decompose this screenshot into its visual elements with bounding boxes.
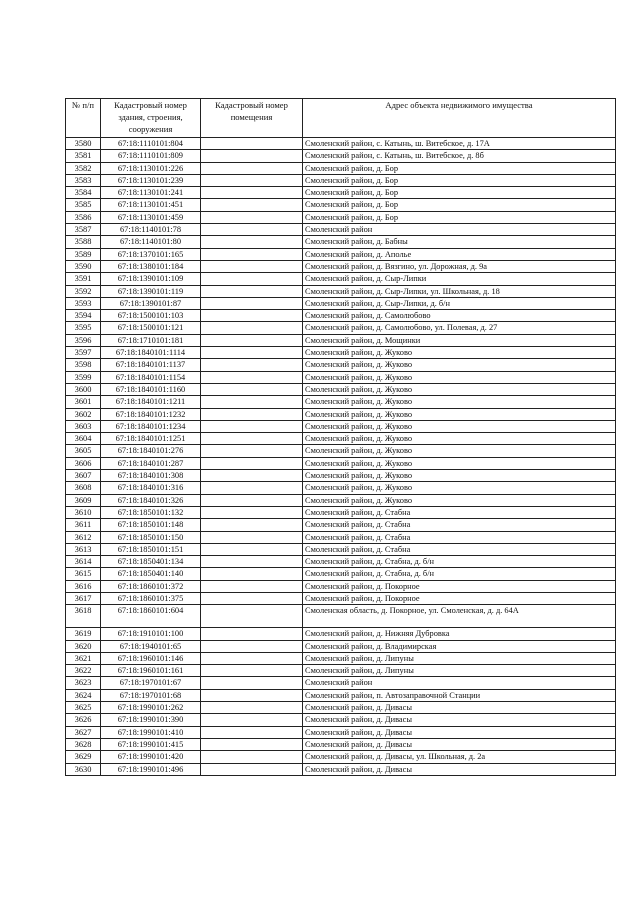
table-row — [66, 482, 616, 494]
cadastral-room-cell — [201, 285, 303, 297]
cadastral-building-cell: 67:18:1860101:375 — [101, 592, 201, 604]
row-number-cell: 3604 — [66, 433, 101, 445]
cadastral-building-cell: 67:18:1860101:604 — [101, 605, 201, 628]
address-cell: Смоленский район, д. Бор — [303, 199, 616, 211]
address-cell: Смоленский район, д. Липуны — [303, 652, 616, 664]
cadastral-building-cell: 67:18:1840101:1251 — [101, 433, 201, 445]
address-cell: Смоленский район, д. Бор — [303, 211, 616, 223]
cadastral-room-cell — [201, 702, 303, 714]
address-cell: Смоленский район, д. Бор — [303, 187, 616, 199]
row-number-cell: 3587 — [66, 224, 101, 236]
cadastral-building-cell: 67:18:1130101:226 — [101, 162, 201, 174]
cadastral-building-cell: 67:18:1130101:459 — [101, 211, 201, 223]
table-row — [66, 726, 616, 738]
cadastral-room-cell — [201, 150, 303, 162]
table-row — [66, 677, 616, 689]
cadastral-room-cell — [201, 187, 303, 199]
cadastral-building-cell: 67:18:1840101:287 — [101, 457, 201, 469]
cadastral-building-cell: 67:18:1110101:804 — [101, 138, 201, 150]
cadastral-building-cell: 67:18:1130101:239 — [101, 174, 201, 186]
address-cell: Смоленский район, д. Вязгино, ул. Дорожная, д. 9а — [303, 260, 616, 272]
table-row — [66, 738, 616, 750]
row-number-cell: 3601 — [66, 396, 101, 408]
cadastral-building-cell: 67:18:1380101:184 — [101, 260, 201, 272]
address-cell: Смоленский район, д. Нижняя Дубровка — [303, 628, 616, 640]
row-number-cell: 3582 — [66, 162, 101, 174]
address-cell: Смоленский район, д. Жуково — [303, 396, 616, 408]
address-cell: Смоленский район, д. Самолюбово — [303, 310, 616, 322]
address-cell: Смоленский район, д. Стабна, д. б/н — [303, 568, 616, 580]
address-cell: Смоленский район, д. Дивасы — [303, 738, 616, 750]
row-number-cell: 3616 — [66, 580, 101, 592]
table-row — [66, 702, 616, 714]
table-row — [66, 347, 616, 359]
table-row — [66, 543, 616, 555]
address-cell: Смоленский район, д. Владимирская — [303, 640, 616, 652]
address-cell: Смоленский район, д. Жуково — [303, 482, 616, 494]
cadastral-building-cell: 67:18:1140101:80 — [101, 236, 201, 248]
table-row — [66, 665, 616, 677]
cadastral-building-cell: 67:18:1990101:410 — [101, 726, 201, 738]
cadastral-room-cell — [201, 531, 303, 543]
cadastral-room-cell — [201, 359, 303, 371]
address-cell: Смоленский район, д. Сыр-Липки — [303, 273, 616, 285]
row-number-cell: 3625 — [66, 702, 101, 714]
table-row — [66, 408, 616, 420]
row-number-cell: 3611 — [66, 519, 101, 531]
cadastral-room-cell — [201, 482, 303, 494]
cadastral-room-cell — [201, 396, 303, 408]
row-number-cell: 3619 — [66, 628, 101, 640]
cadastral-room-cell — [201, 248, 303, 260]
cadastral-building-cell: 67:18:1390101:119 — [101, 285, 201, 297]
address-cell: Смоленский район, д. Жуково — [303, 445, 616, 457]
cadastral-building-cell: 67:18:1850101:151 — [101, 543, 201, 555]
cadastral-building-cell: 67:18:1910101:100 — [101, 628, 201, 640]
row-number-cell: 3618 — [66, 605, 101, 628]
row-number-cell: 3630 — [66, 763, 101, 775]
cadastral-building-cell: 67:18:1840101:316 — [101, 482, 201, 494]
address-cell: Смоленский район, д. Жуково — [303, 470, 616, 482]
cadastral-room-cell — [201, 457, 303, 469]
address-cell: Смоленский район, д. Дивасы — [303, 714, 616, 726]
cadastral-room-cell — [201, 470, 303, 482]
row-number-cell: 3597 — [66, 347, 101, 359]
address-cell: Смоленский район, с. Катынь, ш. Витебское, д. 17А — [303, 138, 616, 150]
cadastral-building-cell: 67:18:1130101:241 — [101, 187, 201, 199]
row-number-cell: 3585 — [66, 199, 101, 211]
row-number-cell: 3615 — [66, 568, 101, 580]
row-number-cell: 3600 — [66, 383, 101, 395]
address-cell: Смоленский район, д. Стабна — [303, 506, 616, 518]
table-row — [66, 470, 616, 482]
address-cell: Смоленский район, д. Жуково — [303, 408, 616, 420]
table-row — [66, 162, 616, 174]
address-cell: Смоленский район, п. Автозаправочной Станции — [303, 689, 616, 701]
address-cell: Смоленский район, д. Жуково — [303, 383, 616, 395]
cadastral-room-cell — [201, 260, 303, 272]
table-row — [66, 396, 616, 408]
cadastral-building-cell: 67:18:1840101:1234 — [101, 420, 201, 432]
cadastral-building-cell: 67:18:1990101:415 — [101, 738, 201, 750]
cadastral-building-cell: 67:18:1390101:87 — [101, 297, 201, 309]
address-cell: Смоленский район — [303, 677, 616, 689]
cadastral-building-cell: 67:18:1110101:809 — [101, 150, 201, 162]
address-cell: Смоленский район, д. Стабна, д. б/н — [303, 556, 616, 568]
cadastral-room-cell — [201, 236, 303, 248]
cadastral-room-cell — [201, 677, 303, 689]
cadastral-building-cell: 67:18:1850401:134 — [101, 556, 201, 568]
row-number-cell: 3614 — [66, 556, 101, 568]
address-cell: Смоленский район, д. Дивасы — [303, 702, 616, 714]
address-cell: Смоленский район, д. Бор — [303, 174, 616, 186]
table-row — [66, 273, 616, 285]
cadastral-room-cell — [201, 297, 303, 309]
table-row — [66, 211, 616, 223]
cadastral-room-cell — [201, 751, 303, 763]
table-row — [66, 383, 616, 395]
cadastral-room-cell — [201, 433, 303, 445]
cadastral-building-cell: 67:18:1990101:262 — [101, 702, 201, 714]
row-number-cell: 3581 — [66, 150, 101, 162]
table-row — [66, 260, 616, 272]
cadastral-room-cell — [201, 506, 303, 518]
table-row — [66, 714, 616, 726]
table-row — [66, 519, 616, 531]
address-cell: Смоленский район, д. Жуково — [303, 347, 616, 359]
cadastral-room-cell — [201, 174, 303, 186]
cadastral-room-cell — [201, 408, 303, 420]
address-cell: Смоленский район, д. Сыр-Липки, ул. Школьная, д. 18 — [303, 285, 616, 297]
table-row — [66, 592, 616, 604]
table-row — [66, 494, 616, 506]
table-row — [66, 248, 616, 260]
cadastral-building-cell: 67:18:1850101:150 — [101, 531, 201, 543]
table-row — [66, 187, 616, 199]
row-number-cell: 3607 — [66, 470, 101, 482]
address-cell: Смоленский район, д. Жуково — [303, 371, 616, 383]
row-number-cell: 3621 — [66, 652, 101, 664]
row-number-cell: 3580 — [66, 138, 101, 150]
address-cell: Смоленский район, д. Жуково — [303, 420, 616, 432]
address-cell: Смоленский район — [303, 224, 616, 236]
row-number-cell: 3605 — [66, 445, 101, 457]
address-cell: Смоленский район, д. Стабна — [303, 531, 616, 543]
cadastral-building-cell: 67:18:1840101:1211 — [101, 396, 201, 408]
address-cell: Смоленский район, с. Катынь, ш. Витебское, д. 8б — [303, 150, 616, 162]
table-row — [66, 580, 616, 592]
cadastral-room-cell — [201, 322, 303, 334]
row-number-cell: 3622 — [66, 665, 101, 677]
cadastral-building-cell: 67:18:1840101:1114 — [101, 347, 201, 359]
row-number-cell: 3610 — [66, 506, 101, 518]
cadastral-room-cell — [201, 162, 303, 174]
cadastral-building-cell: 67:18:1970101:68 — [101, 689, 201, 701]
address-cell: Смоленский район, д. Дивасы, ул. Школьная, д. 2а — [303, 751, 616, 763]
table-row — [66, 568, 616, 580]
table-row — [66, 138, 616, 150]
table-row — [66, 322, 616, 334]
table-row — [66, 751, 616, 763]
row-number-cell: 3612 — [66, 531, 101, 543]
cadastral-room-cell — [201, 738, 303, 750]
row-number-cell: 3617 — [66, 592, 101, 604]
table-row — [66, 640, 616, 652]
row-number-cell: 3594 — [66, 310, 101, 322]
table-row — [66, 199, 616, 211]
address-cell: Смоленский район, д. Бор — [303, 162, 616, 174]
row-number-cell: 3588 — [66, 236, 101, 248]
row-number-cell: 3609 — [66, 494, 101, 506]
cadastral-room-cell — [201, 519, 303, 531]
table-row — [66, 310, 616, 322]
address-cell: Смоленский район, д. Стабна — [303, 519, 616, 531]
cadastral-room-cell — [201, 543, 303, 555]
cadastral-building-cell: 67:18:1840101:308 — [101, 470, 201, 482]
cadastral-building-cell: 67:18:1990101:390 — [101, 714, 201, 726]
row-number-cell: 3623 — [66, 677, 101, 689]
cadastral-room-cell — [201, 211, 303, 223]
row-number-cell: 3627 — [66, 726, 101, 738]
cadastral-room-cell — [201, 580, 303, 592]
row-number-cell: 3584 — [66, 187, 101, 199]
address-cell: Смоленский район, д. Аполье — [303, 248, 616, 260]
table-row — [66, 285, 616, 297]
cadastral-room-cell — [201, 420, 303, 432]
cadastral-building-cell: 67:18:1140101:78 — [101, 224, 201, 236]
cadastral-room-cell — [201, 714, 303, 726]
cadastral-building-cell: 67:18:1500101:103 — [101, 310, 201, 322]
cadastral-room-cell — [201, 592, 303, 604]
table-row — [66, 420, 616, 432]
cadastral-room-cell — [201, 763, 303, 775]
cadastral-building-cell: 67:18:1840101:1160 — [101, 383, 201, 395]
table-row — [66, 334, 616, 346]
table-row — [66, 174, 616, 186]
cadastral-building-cell: 67:18:1960101:161 — [101, 665, 201, 677]
row-number-cell: 3591 — [66, 273, 101, 285]
address-cell: Смоленский район, д. Мощинки — [303, 334, 616, 346]
header-cadastral-room: Кадастровый номер помещения — [201, 99, 303, 138]
row-number-cell: 3608 — [66, 482, 101, 494]
cadastral-room-cell — [201, 347, 303, 359]
cadastral-room-cell — [201, 310, 303, 322]
table-row — [66, 763, 616, 775]
row-number-cell: 3626 — [66, 714, 101, 726]
cadastral-room-cell — [201, 665, 303, 677]
cadastral-building-cell: 67:18:1860101:372 — [101, 580, 201, 592]
cadastral-room-cell — [201, 199, 303, 211]
address-cell: Смоленский район, д. Самолюбово, ул. Полевая, д. 27 — [303, 322, 616, 334]
table-row — [66, 556, 616, 568]
row-number-cell: 3628 — [66, 738, 101, 750]
cadastral-room-cell — [201, 568, 303, 580]
table-row — [66, 628, 616, 640]
table-row — [66, 689, 616, 701]
cadastral-building-cell: 67:18:1840101:1232 — [101, 408, 201, 420]
cadastral-room-cell — [201, 556, 303, 568]
table-row — [66, 236, 616, 248]
cadastral-room-cell — [201, 689, 303, 701]
address-cell: Смоленский район, д. Покорное — [303, 580, 616, 592]
cadastral-room-cell — [201, 628, 303, 640]
row-number-cell: 3596 — [66, 334, 101, 346]
address-cell: Смоленский район, д. Липуны — [303, 665, 616, 677]
cadastral-building-cell: 67:18:1130101:451 — [101, 199, 201, 211]
address-cell: Смоленский район, д. Жуково — [303, 494, 616, 506]
header-row-number: № п/п — [66, 99, 101, 138]
row-number-cell: 3603 — [66, 420, 101, 432]
cadastral-room-cell — [201, 224, 303, 236]
row-number-cell: 3599 — [66, 371, 101, 383]
table-body — [66, 138, 616, 776]
row-number-cell: 3593 — [66, 297, 101, 309]
cadastral-building-cell: 67:18:1840101:326 — [101, 494, 201, 506]
address-cell: Смоленский район, д. Сыр-Липки, д. б/н — [303, 297, 616, 309]
cadastral-building-cell: 67:18:1840101:1137 — [101, 359, 201, 371]
cadastral-building-cell: 67:18:1990101:420 — [101, 751, 201, 763]
table-row — [66, 297, 616, 309]
cadastral-building-cell: 67:18:1850101:148 — [101, 519, 201, 531]
cadastral-room-cell — [201, 494, 303, 506]
cadastral-building-cell: 67:18:1960101:146 — [101, 652, 201, 664]
table-row — [66, 652, 616, 664]
cadastral-room-cell — [201, 334, 303, 346]
address-cell: Смоленская область, д. Покорное, ул. Смоленская, д. д. 64А — [303, 605, 616, 628]
header-address: Адрес объекта недвижимого имущества — [303, 99, 616, 138]
header-cadastral-building: Кадастровый номер здания, строения, сооружения — [101, 99, 201, 138]
cadastral-building-cell: 67:18:1850401:140 — [101, 568, 201, 580]
table-row — [66, 457, 616, 469]
address-cell: Смоленский район, д. Стабна — [303, 543, 616, 555]
row-number-cell: 3620 — [66, 640, 101, 652]
cadastral-room-cell — [201, 138, 303, 150]
cadastral-room-cell — [201, 640, 303, 652]
table-row — [66, 605, 616, 628]
address-cell: Смоленский район, д. Жуково — [303, 359, 616, 371]
table-row — [66, 433, 616, 445]
cadastral-building-cell: 67:18:1970101:67 — [101, 677, 201, 689]
table-header-row — [66, 99, 616, 138]
cadastral-building-cell: 67:18:1850101:132 — [101, 506, 201, 518]
row-number-cell: 3589 — [66, 248, 101, 260]
property-registry-table — [65, 98, 616, 776]
address-cell: Смоленский район, д. Дивасы — [303, 726, 616, 738]
row-number-cell: 3595 — [66, 322, 101, 334]
row-number-cell: 3592 — [66, 285, 101, 297]
address-cell: Смоленский район, д. Дивасы — [303, 763, 616, 775]
table-row — [66, 150, 616, 162]
address-cell: Смоленский район, д. Бабны — [303, 236, 616, 248]
cadastral-building-cell: 67:18:1990101:496 — [101, 763, 201, 775]
table-row — [66, 359, 616, 371]
cadastral-building-cell: 67:18:1370101:165 — [101, 248, 201, 260]
cadastral-building-cell: 67:18:1840101:1154 — [101, 371, 201, 383]
table-row — [66, 445, 616, 457]
row-number-cell: 3602 — [66, 408, 101, 420]
table-row — [66, 371, 616, 383]
cadastral-room-cell — [201, 652, 303, 664]
row-number-cell: 3586 — [66, 211, 101, 223]
cadastral-building-cell: 67:18:1390101:109 — [101, 273, 201, 285]
cadastral-building-cell: 67:18:1710101:181 — [101, 334, 201, 346]
row-number-cell: 3613 — [66, 543, 101, 555]
cadastral-building-cell: 67:18:1500101:121 — [101, 322, 201, 334]
cadastral-building-cell: 67:18:1840101:276 — [101, 445, 201, 457]
table-row — [66, 506, 616, 518]
row-number-cell: 3606 — [66, 457, 101, 469]
row-number-cell: 3629 — [66, 751, 101, 763]
cadastral-room-cell — [201, 383, 303, 395]
cadastral-room-cell — [201, 605, 303, 628]
cadastral-room-cell — [201, 726, 303, 738]
cadastral-room-cell — [201, 273, 303, 285]
address-cell: Смоленский район, д. Покорное — [303, 592, 616, 604]
cadastral-room-cell — [201, 371, 303, 383]
table-row — [66, 224, 616, 236]
cadastral-room-cell — [201, 445, 303, 457]
row-number-cell: 3590 — [66, 260, 101, 272]
row-number-cell: 3583 — [66, 174, 101, 186]
table-row — [66, 531, 616, 543]
address-cell: Смоленский район, д. Жуково — [303, 457, 616, 469]
row-number-cell: 3598 — [66, 359, 101, 371]
address-cell: Смоленский район, д. Жуково — [303, 433, 616, 445]
row-number-cell: 3624 — [66, 689, 101, 701]
cadastral-building-cell: 67:18:1940101:65 — [101, 640, 201, 652]
